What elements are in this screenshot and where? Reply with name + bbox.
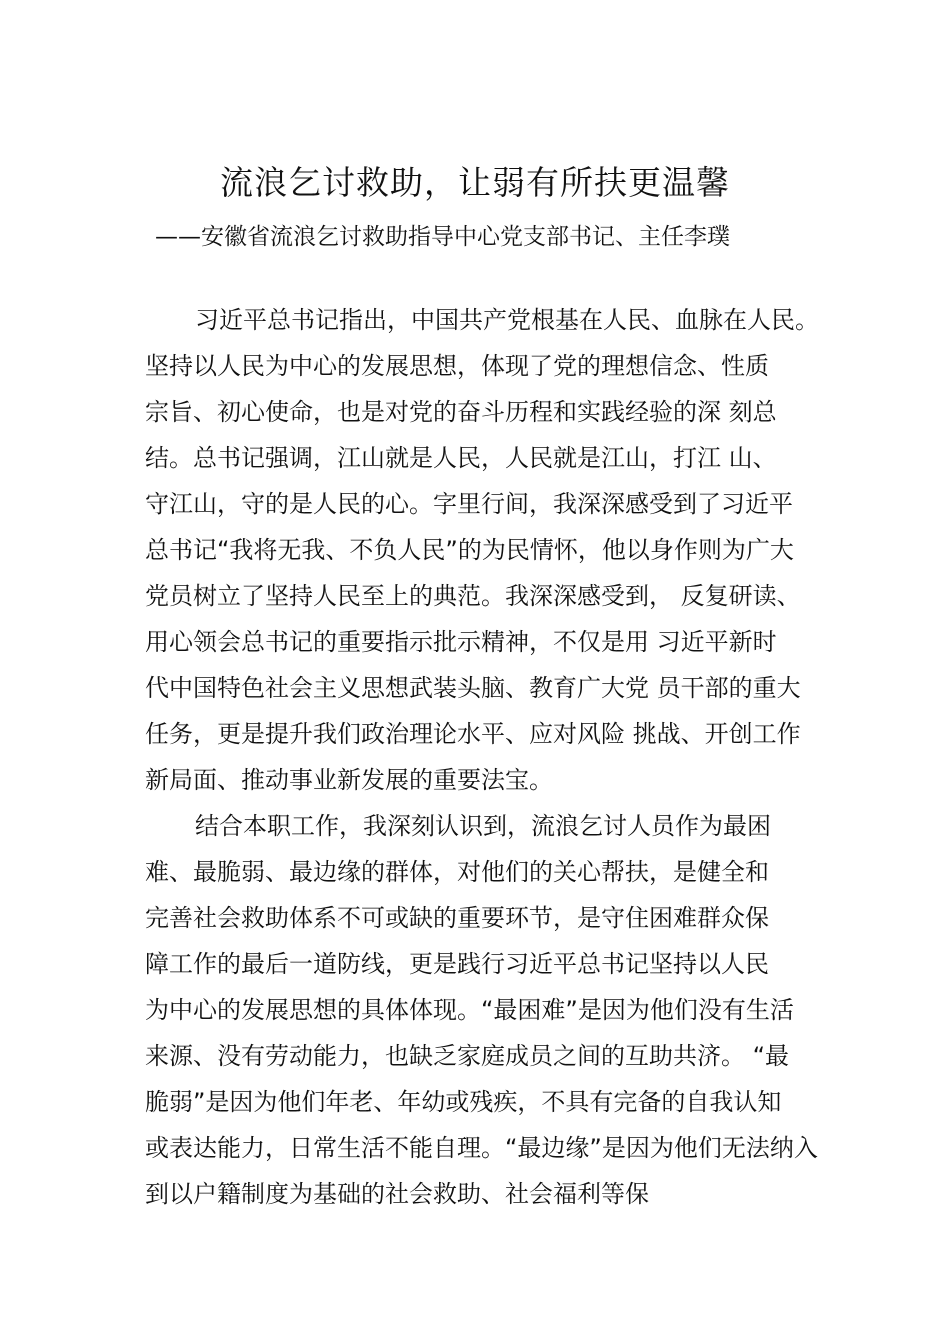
- paragraph-1: [145, 297, 935, 803]
- text-line: 或表达能力，日常生活不能自理。“最边缘”是因为他们无法纳入: [145, 1134, 818, 1162]
- text-line: 到以户籍制度为基础的社会救助、社会福利等保: [145, 1180, 649, 1208]
- document-body: [145, 297, 935, 1217]
- text-line: 任务，更是提升我们政治理论水平、应对风险 挑战、开创工作: [145, 720, 801, 748]
- document-title: 流浪乞讨救助，让弱有所扶更温馨: [220, 163, 730, 202]
- text-line: 党员树立了坚持人民至上的典范。我深深感受到， 反复研读、: [145, 582, 801, 610]
- text-line: 守江山，守的是人民的心。字里行间，我深深感受到了习近平: [145, 490, 793, 518]
- text-line: 用心领会总书记的重要指示批示精神，不仅是用 习近平新时: [145, 628, 777, 656]
- document-subtitle: ——安徽省流浪乞讨救助指导中心党支部书记、主任李璞: [155, 224, 730, 250]
- text-line: 新局面、推动事业新发展的重要法宝。: [145, 766, 553, 794]
- text-line: 障工作的最后一道防线，更是践行习近平总书记坚持以人民: [145, 950, 769, 978]
- text-line: 坚持以人民为中心的发展思想，体现了党的理想信念、性质: [145, 352, 769, 380]
- text-line: 结合本职工作，我深刻认识到，流浪乞讨人员作为最困: [195, 812, 771, 840]
- text-line: 宗旨、初心使命，也是对党的奋斗历程和实践经验的深 刻总: [145, 398, 777, 426]
- text-line: 难、最脆弱、最边缘的群体，对他们的关心帮扶，是健全和: [145, 858, 769, 886]
- text-line: 总书记“我将无我、不负人民”的为民情怀，他以身作则为广大: [145, 536, 794, 564]
- text-line: 脆弱”是因为他们年老、年幼或残疾，不具有完备的自我认知: [145, 1088, 782, 1116]
- text-line: 来源、没有劳动能力，也缺乏家庭成员之间的互助共济。 “最: [145, 1042, 790, 1070]
- text-line: 结。总书记强调，江山就是人民，人民就是江山，打江 山、: [145, 444, 777, 472]
- text-line: 完善社会救助体系不可或缺的重要环节，是守住困难群众保: [145, 904, 769, 932]
- paragraph-2: [145, 803, 935, 1217]
- text-line: 为中心的发展思想的具体体现。“最困难”是因为他们没有生活: [145, 996, 794, 1024]
- text-line: 代中国特色社会主义思想武装头脑、教育广大党 员干部的重大: [145, 674, 801, 702]
- text-line: 习近平总书记指出，中国共产党根基在人民、血脉在人民。: [195, 306, 819, 334]
